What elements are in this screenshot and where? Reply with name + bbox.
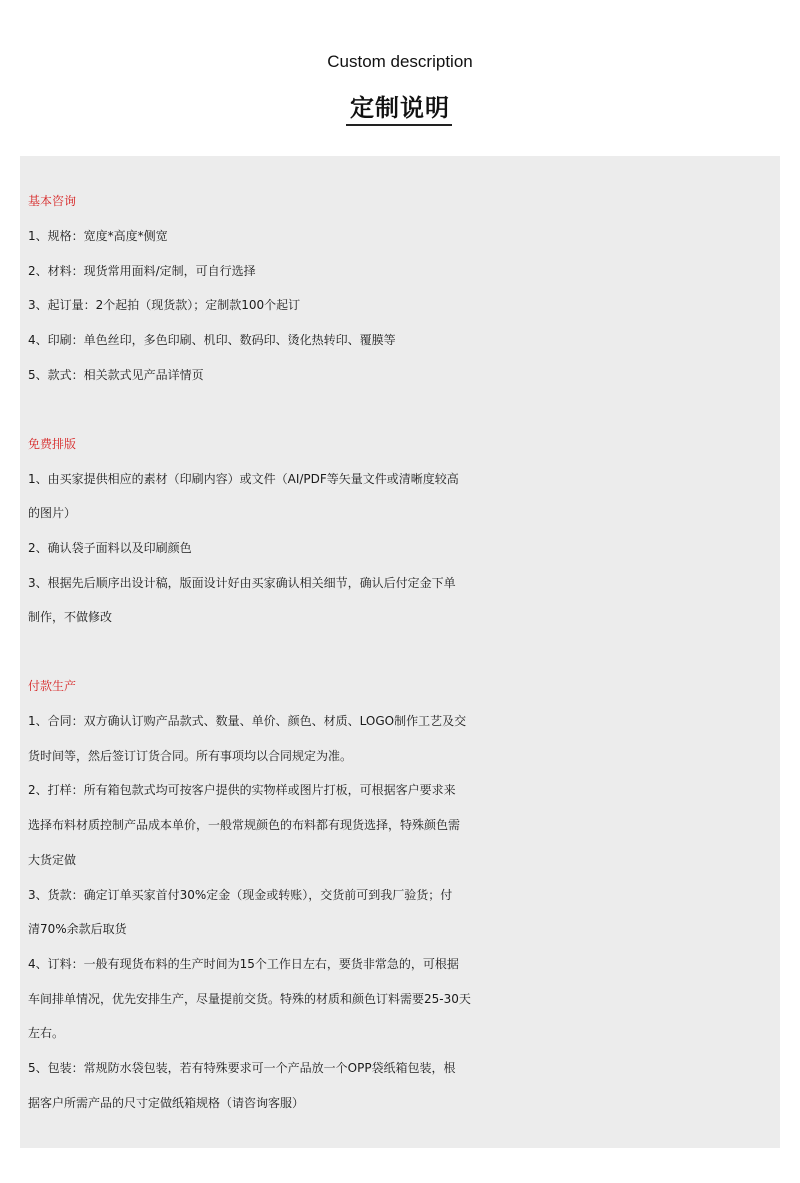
section-basic-consultation	[28, 184, 780, 393]
page-subtitle: Custom description	[327, 52, 473, 71]
section-line: 3、根据先后顺序出设计稿，版面设计好由买家确认相关细节，确认后付定金下单	[28, 575, 456, 590]
section-line: 货时间等，然后签订订货合同。所有事项均以合同规定为准。	[28, 748, 353, 763]
section-heading: 付款生产	[28, 679, 77, 694]
description-panel	[20, 156, 780, 1148]
section-free-layout	[28, 427, 780, 636]
page-header	[0, 0, 800, 156]
section-line: 5、款式：相关款式见产品详情页	[28, 367, 204, 382]
section-line: 5、包装：常规防水袋包装，若有特殊要求可一个产品放一个OPP袋纸箱包装，根	[28, 1061, 456, 1076]
section-line: 左右。	[28, 1026, 65, 1041]
section-line: 车间排单情况，优先安排生产，尽量提前交货。特殊的材质和颜色订料需要25-30天	[28, 991, 471, 1006]
section-line: 1、由买家提供相应的素材（印刷内容）或文件（AI/PDF等矢量文件或清晰度较高	[28, 471, 459, 486]
section-line: 4、订料：一般有现货布料的生产时间为15个工作日左右，要货非常急的，可根据	[28, 956, 459, 971]
section-line: 2、确认袋子面料以及印刷颜色	[28, 540, 192, 555]
section-heading: 免费排版	[28, 436, 77, 451]
section-heading: 基本咨询	[28, 194, 77, 208]
section-line: 3、起订量：2个起拍（现货款）；定制款100个起订	[28, 298, 301, 313]
section-line: 制作，不做修改	[28, 610, 113, 625]
section-line: 据客户所需产品的尺寸定做纸箱规格（请咨询客服）	[28, 1095, 305, 1110]
section-line: 清70%余款后取货	[28, 922, 127, 937]
section-line: 1、合同：双方确认订购产品款式、数量、单价、颜色、材质、LOGO制作工艺及交	[28, 714, 467, 729]
section-line: 2、材料：现货常用面料/定制，可自行选择	[28, 263, 256, 278]
section-line: 大货定做	[28, 852, 77, 867]
title-underline	[346, 124, 452, 126]
section-line: 1、规格：宽度*高度*侧宽	[28, 229, 168, 243]
section-line: 3、货款：确定订单买家首付30%定金（现金或转账），交货前可到我厂验货；付	[28, 887, 453, 902]
section-payment-production	[28, 669, 780, 1120]
section-line: 2、打样：所有箱包款式均可按客户提供的实物样或图片打板，可根据客户要求来	[28, 783, 456, 798]
section-line: 选择布料材质控制产品成本单价，一般常规颜色的布料都有现货选择，特殊颜色需	[28, 818, 461, 833]
section-line: 的图片）	[28, 506, 77, 521]
section-line: 4、印刷：单色丝印，多色印刷、机印、数码印、烫化热转印、覆膜等	[28, 333, 396, 348]
page-title: 定制说明	[350, 94, 450, 122]
